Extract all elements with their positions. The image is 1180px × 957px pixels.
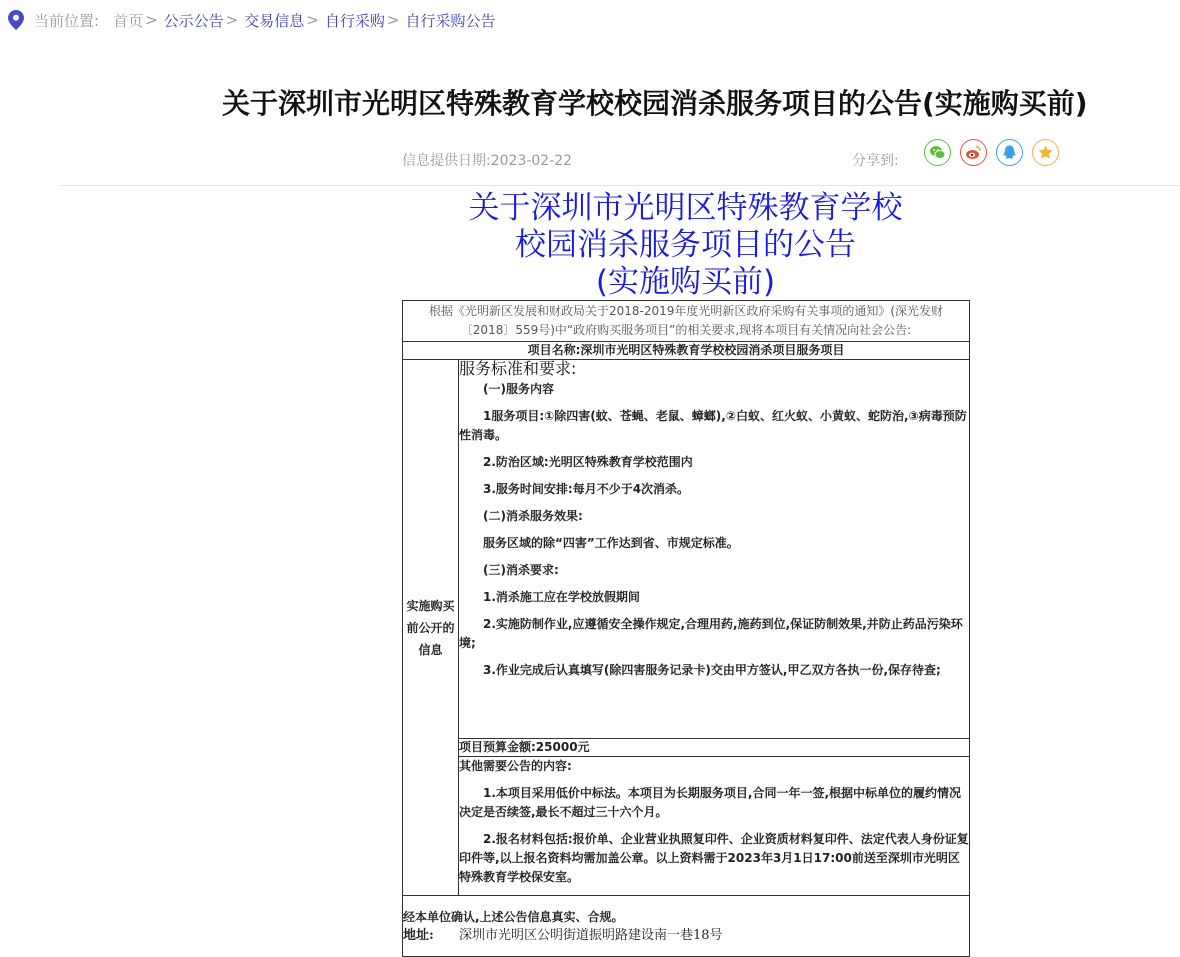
intro-text: 根据《光明新区发展和财政局关于2018-2019年度光明新区政府采购有关事项的通知》(深光发财〔2018〕559号)中“政府购买服务项目”的相关要求,现将本项目有关情况向社会公告: <box>403 301 970 342</box>
breadcrumb-label: 当前位置: <box>34 11 100 30</box>
other-line: 1.本项目采用低价中标法。本项目为长期服务项目,合同一年一签,根据中标单位的履约情况决定是否续签,最长不超过三十六个月。 <box>459 786 962 819</box>
other-heading: 其他需要公告的内容: <box>459 759 572 773</box>
wechat-icon[interactable] <box>924 139 951 166</box>
req-line: (三)消杀要求: <box>483 563 559 577</box>
share-icons <box>924 139 1068 166</box>
publish-date: 信息提供日期:2023-02-22 <box>402 153 573 169</box>
breadcrumb-separator: > <box>225 11 239 29</box>
qq-icon[interactable] <box>996 139 1023 166</box>
breadcrumb-separator: > <box>386 11 400 29</box>
breadcrumb-trade-info[interactable]: 交易信息 <box>244 11 305 30</box>
address-line <box>403 926 969 945</box>
req-line: (二)消杀服务效果: <box>483 509 583 523</box>
requirements-heading: 服务标准和要求: <box>459 359 577 378</box>
document-title-line: (实施购买前) <box>595 264 776 300</box>
address-label: 地址: <box>403 928 434 943</box>
document-title <box>402 190 969 301</box>
header-divider <box>60 185 1180 186</box>
breadcrumb-separator: > <box>145 11 158 29</box>
announcement-document <box>402 300 969 957</box>
document-title-line: 关于深圳市光明区特殊教育学校 <box>468 190 903 226</box>
budget-amount: 项目预算金额:25000元 <box>459 739 970 757</box>
req-line: 服务区域的除“四害”工作达到省、市规定标准。 <box>483 536 739 550</box>
breadcrumb <box>8 8 495 32</box>
req-line: 2.防治区域:光明区特殊教育学校范围内 <box>483 455 693 469</box>
project-name: 项目名称:深圳市光明区特殊教育学校校园消杀项目服务项目 <box>403 342 970 360</box>
qzone-icon[interactable] <box>1032 139 1059 166</box>
breadcrumb-self-purchase[interactable]: 自行采购 <box>324 11 385 30</box>
other-line: 2.报名材料包括:报价单、企业营业执照复印件、企业资质材料复印件、法定代表人身份证复印件等,以上报名资料均需加盖公章。以上资料需于2023年3月1日17:00前送至深圳市光明区特殊教育学校保安室。 <box>459 832 969 884</box>
breadcrumb-separator: > <box>306 11 319 29</box>
weibo-icon[interactable] <box>960 139 987 166</box>
breadcrumb-self-purchase-notice[interactable]: 自行采购公告 <box>405 11 496 30</box>
requirements-cell <box>459 360 970 739</box>
req-line: 1.消杀施工应在学校放假期间 <box>483 590 640 604</box>
location-pin-icon <box>8 10 24 30</box>
req-line: 2.实施防制作业,应遵循安全操作规定,合理用药,施药到位,保证防制效果,并防止药品污染环境; <box>459 617 963 650</box>
announcement-table <box>402 300 970 957</box>
address-value: 深圳市光明区公明街道振明路建设南一巷18号 <box>459 928 723 943</box>
document-title-line: 校园消杀服务项目的公告 <box>515 227 856 263</box>
share-label: 分享到: <box>852 153 899 169</box>
confirmation-cell <box>403 896 970 957</box>
other-content-cell <box>459 757 970 896</box>
page-title: 关于深圳市光明区特殊教育学校校园消杀服务项目的公告(实施购买前) <box>222 87 1088 120</box>
req-line: 3.服务时间安排:每月不少于4次消杀。 <box>483 482 690 496</box>
req-line: 3.作业完成后认真填写(除四害服务记录卡)交由甲方签认,甲乙双方各执一份,保存待查; <box>483 663 941 677</box>
breadcrumb-announcements[interactable]: 公示公告 <box>163 11 224 30</box>
left-label: 实施购买前公开的信息 <box>403 360 459 896</box>
req-line: (一)服务内容 <box>483 382 554 396</box>
confirmation-text: 经本单位确认,上述公告信息真实、合规。 <box>403 910 624 924</box>
req-line: 1服务项目:①除四害(蚊、苍蝇、老鼠、蟑螂),②白蚁、红火蚁、小黄蚁、蛇防治,③病毒预防性消毒。 <box>459 409 967 442</box>
breadcrumb-home[interactable]: 首页 <box>113 11 144 30</box>
